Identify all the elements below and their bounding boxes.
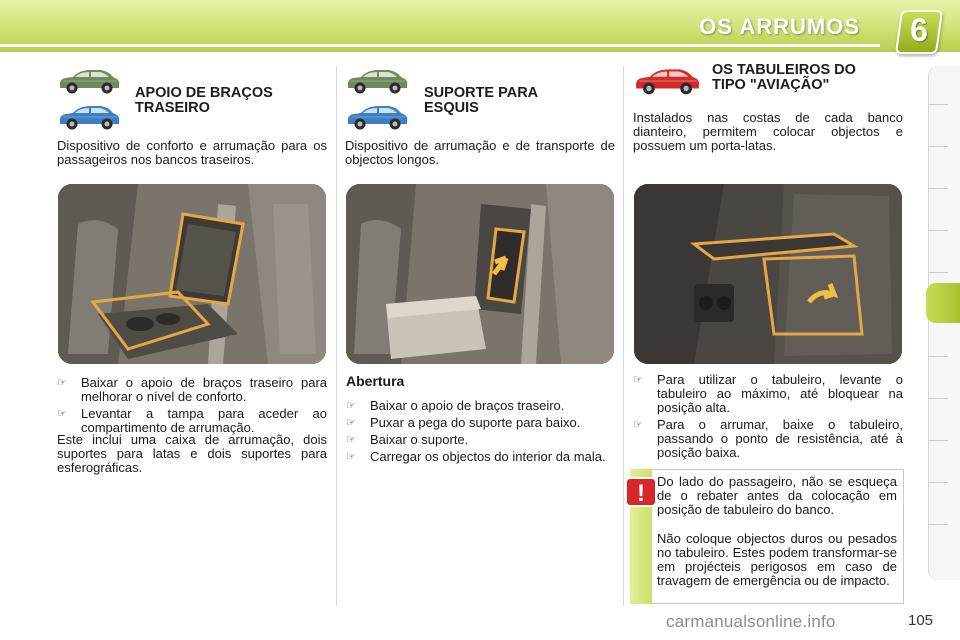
tab-divider [928, 440, 948, 441]
blue-car-icon [345, 102, 409, 132]
opening-subheading: Abertura [346, 373, 405, 389]
pointing-hand-icon: ☞ [57, 377, 67, 389]
section-title-line: SUPORTE PARA [424, 85, 539, 101]
section-title-line: TIPO "AVIAÇÃO" [712, 77, 830, 93]
list-item [346, 433, 616, 447]
warning-text-2: Não coloque objectos duros ou pesados no tabuleiro. Estes podem transformar-se em projécteis perigosos em caso de travagem de emergência ou de impacto. [657, 531, 897, 588]
section-title-armrest [135, 86, 273, 116]
armrest-illustration [58, 184, 326, 364]
ski-hatch-photo [346, 184, 614, 364]
armrest-bullets [57, 376, 327, 438]
column-divider [336, 66, 337, 606]
list-item-text: Baixar o apoio de braços traseiro. [370, 398, 565, 413]
list-item-text: Levantar a tampa para aceder ao compartimento de arrumação. [81, 406, 327, 435]
list-item [346, 450, 616, 464]
list-item [633, 373, 903, 415]
list-item [57, 407, 327, 435]
blue-car-icon [57, 102, 121, 132]
red-car-icon [633, 64, 701, 98]
section-title-line: TRASEIRO [135, 100, 210, 116]
list-item [633, 418, 903, 460]
tab-divider [928, 356, 948, 357]
trays-bullets [633, 373, 903, 463]
armrest-outro: Este inclui uma caixa de arrumação, dois suportes para latas e dois suportes para esferográficas. [57, 432, 327, 475]
watermark: carmanualsonline.info [666, 612, 836, 631]
section-title-trays [712, 63, 856, 93]
tab-divider [928, 482, 948, 483]
tab-divider [928, 230, 948, 231]
list-item-text: Para o arrumar, baixe o tabuleiro, passando o ponto de resistência, até à posição baixa. [657, 417, 903, 460]
tab-divider [928, 188, 948, 189]
trays-intro: Instalados nas costas de cada banco dianteiro, permitem colocar objectos e possuem um porta-latas. [633, 110, 903, 153]
section-title-line: OS TABULEIROS DO [712, 62, 856, 78]
list-item [57, 376, 327, 404]
header-line [0, 44, 880, 47]
list-item-text: Puxar a pega do suporte para baixo. [370, 415, 581, 430]
page-title: OS ARRUMOS [699, 14, 860, 39]
tab-divider [928, 104, 948, 105]
chapter-tabs [928, 66, 960, 580]
ski-hatch-intro: Dispositivo de arrumação e de transporte de objectos longos. [345, 138, 615, 167]
pointing-hand-icon: ☞ [633, 419, 643, 431]
section-title-ski-hatch [424, 86, 538, 116]
green-car-icon [345, 66, 409, 96]
list-item-text: Baixar o apoio de braços traseiro para melhorar o nível de conforto. [81, 375, 327, 404]
trays-illustration [634, 184, 902, 364]
warning-exclamation-icon [624, 476, 658, 508]
list-item [346, 416, 616, 430]
tab-divider [928, 524, 948, 525]
chapter-number: 6 [910, 12, 928, 48]
ski-hatch-bullets [346, 399, 616, 467]
list-item-text: Baixar o suporte. [370, 432, 469, 447]
pointing-hand-icon: ☞ [346, 434, 356, 446]
ski-hatch-illustration [346, 184, 614, 364]
chapter-tab-6-active[interactable] [926, 283, 960, 323]
list-item [346, 399, 616, 413]
list-item-text: Carregar os objectos do interior da mala. [370, 449, 606, 464]
tab-divider [928, 146, 948, 147]
tab-divider [928, 398, 948, 399]
pointing-hand-icon: ☞ [57, 408, 67, 420]
tab-divider [928, 272, 948, 273]
pointing-hand-icon: ☞ [346, 451, 356, 463]
trays-photo [634, 184, 902, 364]
pointing-hand-icon: ☞ [633, 374, 643, 386]
armrest-photo [58, 184, 326, 364]
armrest-intro: Dispositivo de conforto e arrumação para os passageiros nos bancos traseiros. [57, 138, 327, 167]
green-car-icon [57, 66, 121, 96]
column-divider [623, 66, 624, 606]
section-title-line: ESQUIS [424, 100, 479, 116]
warning-symbol: ! [637, 480, 645, 507]
pointing-hand-icon: ☞ [346, 417, 356, 429]
section-title-line: APOIO DE BRAÇOS [135, 85, 273, 101]
list-item-text: Para utilizar o tabuleiro, levante o tabuleiro ao máximo, até bloquear na posição alta. [657, 372, 903, 415]
warning-text-1: Do lado do passageiro, não se esqueça de o rebater antes da colocação em posição de tabuleiro do banco. [657, 474, 897, 517]
page-number: 105 [908, 612, 934, 629]
pointing-hand-icon: ☞ [346, 400, 356, 412]
